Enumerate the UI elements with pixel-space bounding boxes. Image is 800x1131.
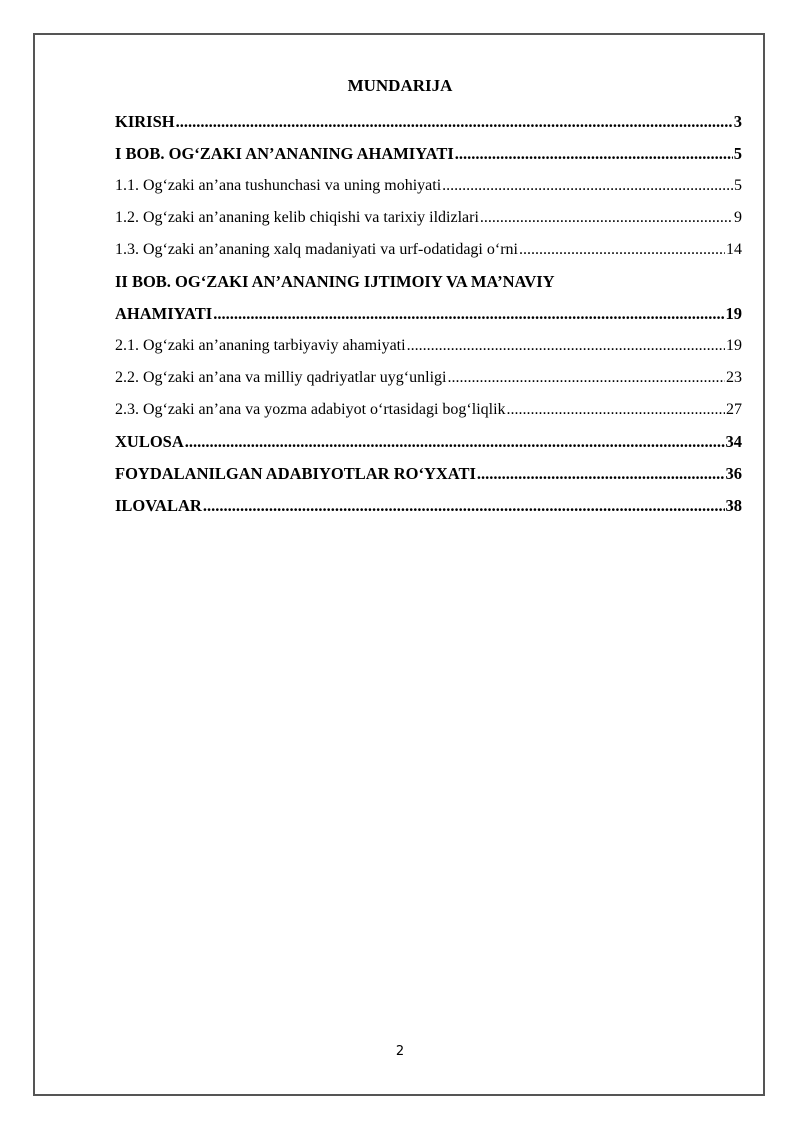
toc-entry-label: AHAMIYATI [115, 304, 213, 323]
toc-entry-page: 19 [726, 337, 742, 354]
toc-leader-dots [185, 428, 725, 456]
toc-leader-dots [455, 140, 733, 168]
toc-entry-page: 5 [733, 144, 742, 163]
toc-entry-label: ILOVALAR [115, 496, 202, 515]
toc-entry-section-2-1[interactable] [115, 332, 742, 364]
toc-entry-page: 5 [734, 177, 742, 194]
table-of-contents [115, 108, 742, 524]
toc-entry-adabiyotlar[interactable] [115, 460, 742, 492]
toc-entry-page: 19 [725, 304, 742, 323]
toc-entry-section-2-3[interactable] [115, 396, 742, 428]
toc-entry-section-1-2[interactable] [115, 204, 742, 236]
toc-entry-page: 34 [725, 432, 742, 451]
toc-entry-chapter-2-line-2[interactable] [115, 300, 742, 332]
toc-entry-label: FOYDALANILGAN ADABIYOTLAR RO‘YXATI [115, 464, 476, 483]
toc-entry-label: XULOSA [115, 432, 184, 451]
toc-leader-dots [480, 204, 733, 232]
toc-entry-section-1-3[interactable] [115, 236, 742, 268]
toc-leader-dots [507, 396, 725, 424]
toc-entry-page: 9 [734, 209, 742, 226]
toc-leader-dots [203, 492, 725, 520]
toc-leader-dots [447, 364, 725, 392]
toc-entry-kirish[interactable] [115, 108, 742, 140]
page-number: 2 [395, 1044, 405, 1059]
toc-entry-page: 38 [725, 496, 742, 515]
toc-entry-ilovalar[interactable] [115, 492, 742, 524]
toc-entry-section-1-1[interactable] [115, 172, 742, 204]
toc-entry-chapter-1[interactable] [115, 140, 742, 172]
toc-entry-xulosa[interactable] [115, 428, 742, 460]
toc-leader-dots [477, 460, 725, 488]
toc-entry-page: 3 [733, 112, 742, 131]
toc-entry-label: 1.2. Og‘zaki an’ananing kelib chiqishi va tarixiy ildizlari [115, 209, 479, 226]
toc-title: MUNDARIJA [347, 76, 453, 95]
toc-entry-label: 1.1. Og‘zaki an’ana tushunchasi va uning mohiyati [115, 177, 442, 194]
toc-leader-dots [176, 108, 733, 136]
toc-entry-page: 36 [725, 464, 742, 483]
toc-leader-dots [213, 300, 724, 328]
toc-entry-section-2-2[interactable] [115, 364, 742, 396]
toc-entry-label: I BOB. OG‘ZAKI AN’ANANING AHAMIYATI [115, 144, 454, 163]
toc-entry-label: 2.3. Og‘zaki an’ana va yozma adabiyot o‘rtasidagi bog‘liqlik [115, 401, 506, 418]
toc-entry-page: 23 [726, 369, 742, 386]
toc-entry-page: 14 [726, 241, 742, 258]
toc-entry-page: 27 [726, 401, 742, 418]
toc-entry-label: KIRISH [115, 112, 175, 131]
toc-leader-dots [442, 172, 733, 200]
toc-leader-dots [519, 236, 725, 264]
toc-entry-label: 2.2. Og‘zaki an’ana va milliy qadriyatlar uyg‘unligi [115, 369, 447, 386]
toc-leader-dots [407, 332, 725, 360]
toc-entry-chapter-2-line-1[interactable] [115, 268, 742, 300]
toc-entry-label: 2.1. Og‘zaki an’ananing tarbiyaviy ahamiyati [115, 337, 406, 354]
toc-entry-label: 1.3. Og‘zaki an’ananing xalq madaniyati va urf-odatidagi o‘rni [115, 241, 518, 258]
toc-entry-label: II BOB. OG‘ZAKI AN’ANANING IJTIMOIY VA MA’NAVIY [115, 272, 555, 291]
